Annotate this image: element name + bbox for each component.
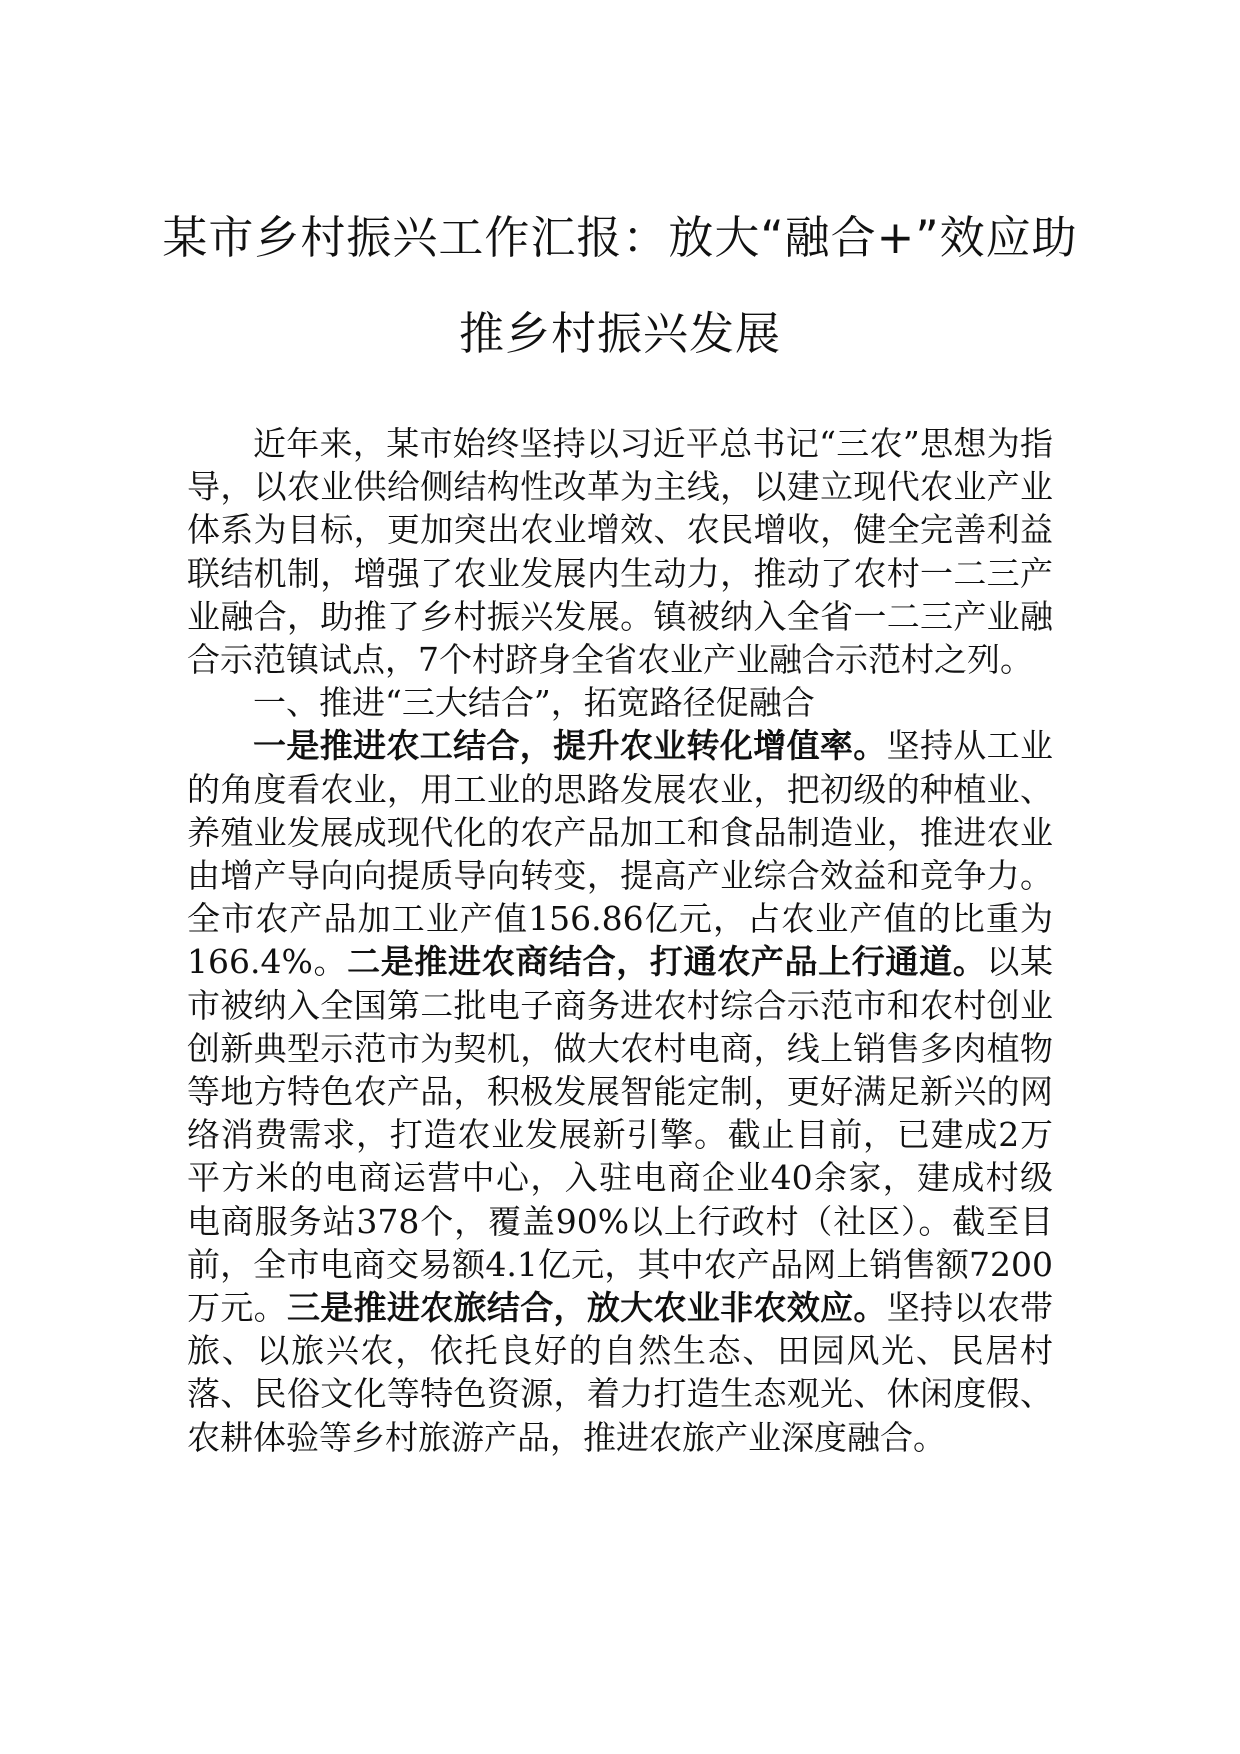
point-three-lead: 三是推进农旅结合，放大农业非农效应。 — [286, 1288, 887, 1328]
point-three-text: 坚持以农带旅、以旅兴农，依托良好的自然生态、田园风光、民居村落、民俗文化等特色资源，着力打造生态观光、休闲度假、农耕体验等乡村旅游产品，推进农旅产业深度融合。 — [187, 1288, 1054, 1457]
section-paragraph — [187, 724, 1053, 1458]
point-two-lead: 二是推进农商结合，打通农产品上行通道。 — [347, 942, 987, 982]
document-body — [187, 422, 1053, 1459]
intro-paragraph: 近年来，某市始终坚持以习近平总书记“三农”思想为指导，以农业供给侧结构性改革为主线，以建立现代农业产业体系为目标，更加突出农业增效、农民增收，健全完善利益联结机制，增强了农业发展内生动力，推动了农村一二三产业融合，助推了乡村振兴发展。镇被纳入全省一二三产业融合示范镇试点，7个村跻身全省农业产业融合示范村之列。 — [187, 424, 1053, 680]
point-one-text: 坚持从工业的角度看农业，用工业的思路发展农业，把初级的种植业、养殖业发展成现代化的农产品加工和食品制造业，推进农业由增产导向向提质导向转变，提高产业综合效益和竞争力。全市农产品加工业产值156.86亿元，占农业产值的比重为166.4%。 — [187, 726, 1054, 982]
section-heading: 一、推进“三大结合”，拓宽路径促融合 — [253, 683, 815, 723]
document-title: 某市乡村振兴工作汇报：放大“融合+”效应助推乡村振兴发展 — [162, 211, 1078, 360]
point-one-lead: 一是推进农工结合，提升农业转化增值率。 — [253, 726, 887, 766]
point-two-text: 以某市被纳入全国第二批电子商务进农村综合示范市和农村创业创新典型示范市为契机，做大农村电商，线上销售多肉植物等地方特色农产品，积极发展智能定制，更好满足新兴的网络消费需求，打造农业发展新引擎。截止目前，已建成2万平方米的电商运营中心，入驻电商企业40余家，建成村级电商服务站378个，覆盖90%以上行政村（社区）。截至目前，全市电商交易额4.1亿元，其中农产品网上销售额7200万元。 — [187, 942, 1054, 1328]
